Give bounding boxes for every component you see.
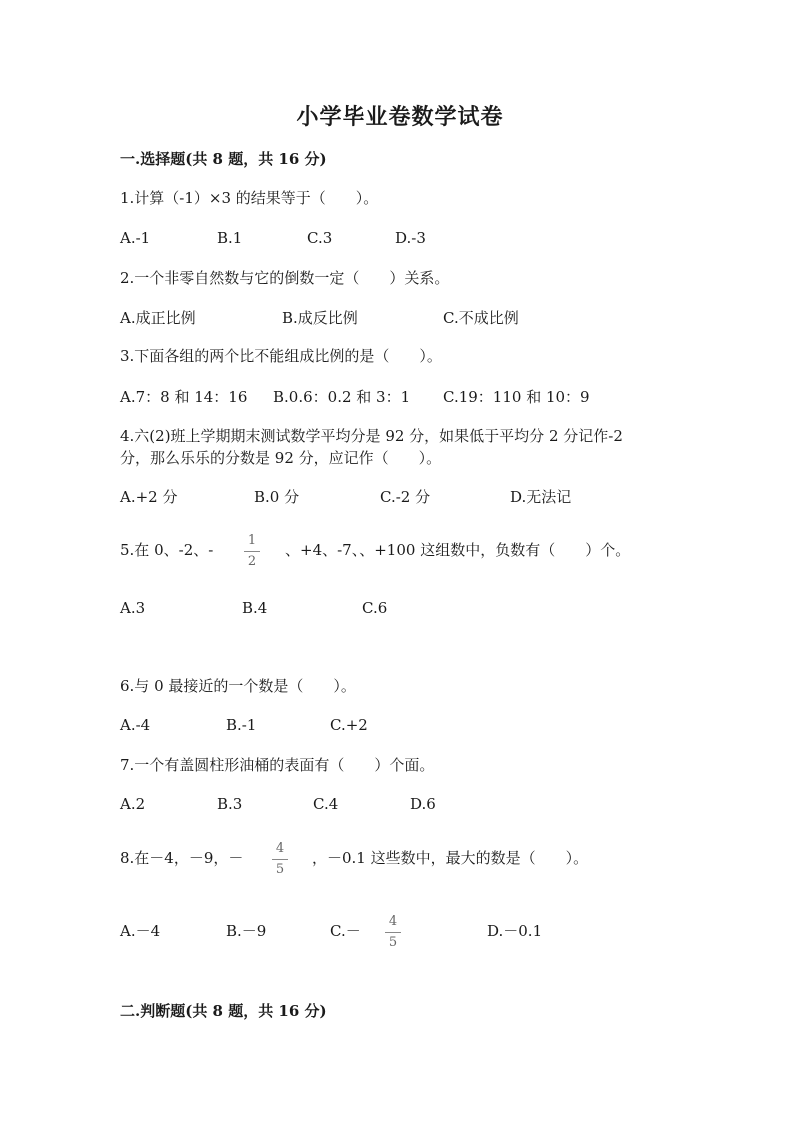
question-4-stem-line-2: 分，那么乐乐的分数是 92 分，应记作（ ）。 [120, 449, 442, 467]
question-8-option-c: C.－ [330, 922, 361, 940]
question-6-option-b: B.-1 [226, 716, 257, 734]
section-heading-choice: 一.选择题(共 8 题，共 16 分) [120, 150, 327, 168]
question-5-option-b: B.4 [242, 599, 268, 617]
page-title: 小学毕业卷数学试卷 [296, 104, 504, 130]
question-4-stem-line-1: 4.六(2)班上学期期末测试数学平均分是 92 分，如果低于平均分 2 分记作-2 [120, 427, 623, 445]
question-2-option-b: B.成反比例 [282, 309, 358, 327]
question-6-option-a: A.-4 [120, 716, 151, 734]
question-7-option-d: D.6 [410, 795, 436, 813]
question-3-option-c: C.19：110 和 10：9 [443, 388, 590, 406]
question-2-option-c: C.不成比例 [443, 309, 519, 327]
question-5-fraction [243, 533, 261, 570]
question-7-option-b: B.3 [217, 795, 243, 813]
question-1-option-b: B.1 [217, 229, 243, 247]
question-4-option-b: B.0 分 [254, 488, 300, 506]
question-2-stem: 2.一个非零自然数与它的倒数一定（ ）关系。 [120, 269, 450, 287]
question-6-stem: 6.与 0 最接近的一个数是（ ）。 [120, 677, 356, 695]
question-4-option-d: D.无法记 [510, 488, 572, 506]
question-1-stem: 1.计算（-1）×3 的结果等于（ ）。 [120, 189, 379, 207]
question-5-stem-before: 5.在 0、-2、- [120, 541, 214, 559]
fraction-numerator: 4 [275, 841, 285, 856]
question-8-fraction [271, 841, 289, 878]
question-8-option-b: B.－9 [226, 922, 267, 940]
fraction-denominator: 5 [388, 935, 398, 950]
question-5-option-a: A.3 [120, 599, 146, 617]
question-7-option-a: A.2 [120, 795, 146, 813]
question-3-option-b: B.0.6：0.2 和 3：1 [273, 388, 411, 406]
question-3-option-a: A.7：8 和 14：16 [120, 388, 248, 406]
question-7-stem: 7.一个有盖圆柱形油桶的表面有（ ）个面。 [120, 756, 435, 774]
question-1-option-d: D.-3 [395, 229, 426, 247]
fraction-numerator: 1 [247, 533, 257, 548]
question-4-option-c: C.-2 分 [380, 488, 431, 506]
question-2-option-a: A.成正比例 [120, 309, 196, 327]
question-4-option-a: A.+2 分 [120, 488, 178, 506]
question-5-stem-after: 、+4、-7、、+100 这组数中，负数有（ ）个。 [285, 541, 631, 559]
question-5-option-c: C.6 [362, 599, 388, 617]
question-3-stem: 3.下面各组的两个比不能组成比例的是（ ）。 [120, 347, 442, 365]
question-8-option-a: A.－4 [120, 922, 161, 940]
fraction-bar [244, 551, 260, 552]
fraction-denominator: 5 [275, 862, 285, 877]
question-8-option-d: D.－0.1 [487, 922, 543, 940]
question-8-option-c-fraction [384, 914, 402, 951]
fraction-bar [385, 932, 401, 933]
section-heading-judgement: 二.判断题(共 8 题，共 16 分) [120, 1002, 327, 1020]
question-6-option-c: C.+2 [330, 716, 368, 734]
fraction-numerator: 4 [388, 914, 398, 929]
question-1-option-c: C.3 [307, 229, 333, 247]
question-8-stem-before: 8.在－4，－9，－ [120, 849, 244, 867]
question-1-option-a: A.-1 [120, 229, 151, 247]
question-7-option-c: C.4 [313, 795, 339, 813]
question-8-stem-after: ，－0.1 这些数中，最大的数是（ ）。 [312, 849, 589, 867]
fraction-denominator: 2 [247, 554, 257, 569]
fraction-bar [272, 859, 288, 860]
